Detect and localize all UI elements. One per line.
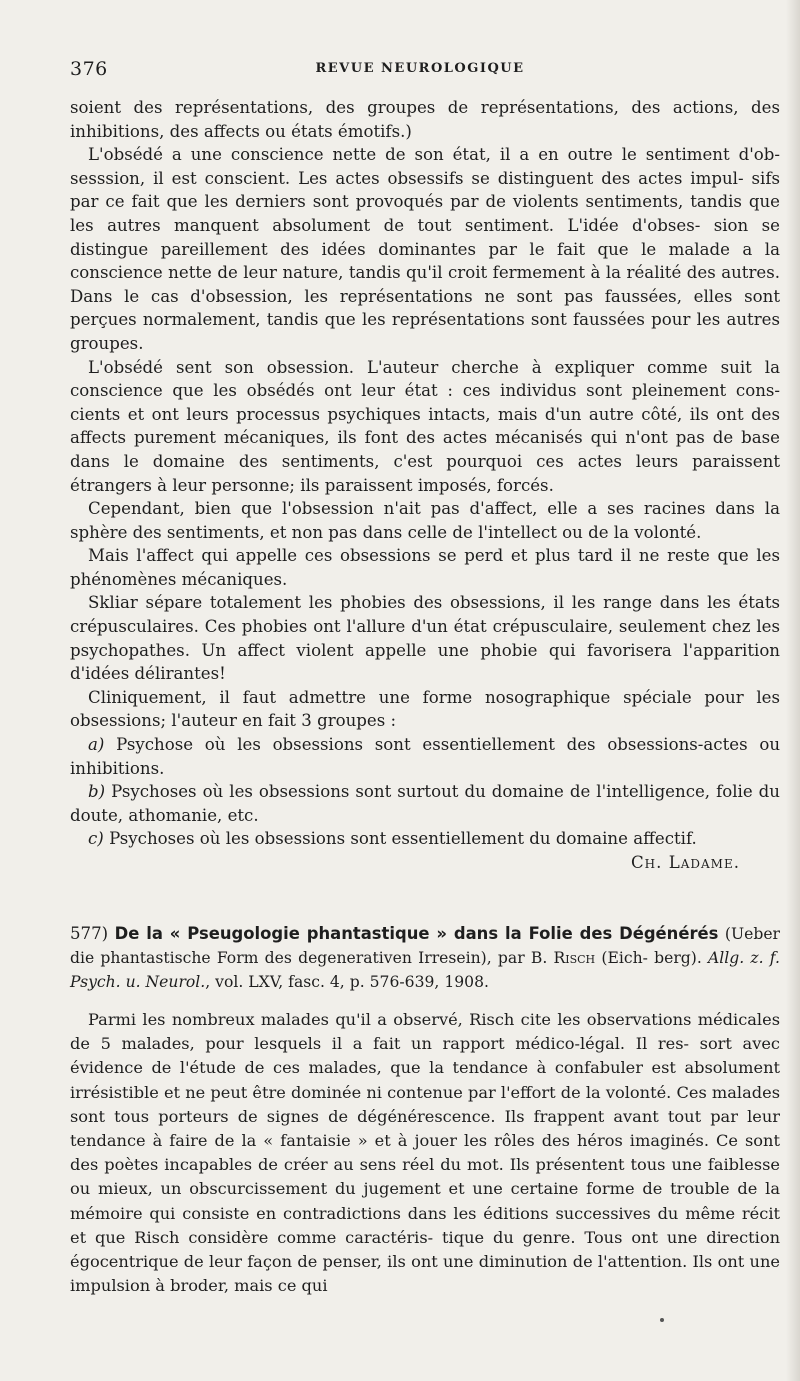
paragraph: Cependant, bien que l'obsession n'ait pas d'affect, elle a ses racines dans la sphère des sentiments, et non pas dans celle de l'intellect ou de la volonté. (70, 499, 780, 542)
list-item (70, 780, 780, 827)
ink-speck (660, 1318, 664, 1322)
page-edge-shadow (786, 0, 800, 1381)
paragraph: Cliniquement, il faut admettre une forme nosographique spéciale pour les obsessions; l'auteur en fait 3 groupes : (70, 687, 780, 731)
article-577 (70, 922, 780, 1298)
article-citation: , vol. LXV, fasc. 4, p. 576-639, 1908. (205, 973, 489, 991)
paragraph: L'obsédé sent son obsession. L'auteur cherche à expliquer comme suit la conscience que les obsédés ont leur état : ces individus sont pleinement cons- cients et ont leurs processus psychiques intacts, mais d'un autre côté, ils ont des affects purement mécaniques, ils font des actes mécanisés qui n'ont pas de base dans le domaine des sentiments, c'est pourquoi ces actes leurs paraissent étrangers à leur personne; ils paraissent imposés, forcés. (70, 357, 780, 495)
paragraph: Mais l'affect qui appelle ces obsessions se perd et plus tard il ne reste que les phénomènes mécaniques. (70, 546, 780, 589)
article-paragraph: Parmi les nombreux malades qu'il a observé, Risch cite les observations médicales de 5 malades, pour lesquels il a fait un rapport médico-légal. Il res- sort avec évidence de l'étude de ces malades, que la tendance à confabuler est absolument irrésistible et ne peut être dominée ni contenue par l'effort de la volonté. Ces malades sont tous porteurs de signes de dégénérescence. Ils frappent avant tout par leur tendance à faire de la « fantaisie » et à jouer les rôles des héros imaginés. Ce sont des poètes incapables de créer au sens réel du mot. Ils présentent tous une faiblesse ou mieux, un obscurcissement du jugement et une certaine forme de trouble de la mémoire qui consiste en contradictions dans les éditions successives du même récit et que Risch considère comme caractéris- tique du genre. Tous ont une direction égocentrique de leur façon de penser, ils ont une diminution de l'attention. Ils ont une impulsion à broder, mais ce qui (70, 1010, 780, 1296)
paragraph: Skliar sépare totalement les phobies des obsessions, il les range dans les états crépusculaires. Ces phobies ont l'allure d'un état crépusculaire, seulement chez les psychopathes. Un affect violent appelle une phobie qui favorisera l'apparition d'idées délirantes! (70, 593, 780, 684)
paragraph: L'obsédé a une conscience nette de son état, il a en outre le sentiment d'ob- sesssion, il est conscient. Les actes obsessifs se distinguent des actes impul- sifs par ce fait que les derniers sont provoqués par de violents sentiments, tandis que les autres manquent absolument de tout sentiment. L'idée d'obses- sion se distingue pareillement des idées dominantes par le fait que le malade a la conscience nette de leur nature, tandis qu'il croit fermement à la réalité des autres. Dans le cas d'obsession, les représentations ne sont pas faussées, elles sont perçues normalement, tandis que les représentations sont faussées pour les autres groupes. (70, 145, 780, 353)
author-signature: Ch. Ladame. (630, 853, 740, 872)
list-item-text: Psychoses où les obsessions sont essentiellement du domaine affectif. (109, 829, 697, 849)
list-marker: a) (88, 735, 105, 755)
review-continuation (70, 96, 780, 875)
article-title: De la « Pseugologie phantastique » dans la Folie des Dégénérés (114, 924, 719, 943)
article-author: B. Risch (530, 949, 596, 967)
article-number: 577) (70, 924, 109, 943)
article-body (70, 1008, 780, 1298)
list-marker: b) (88, 782, 106, 802)
list-item (70, 733, 780, 780)
paragraph: soient des représentations, des groupes de représentations, des actions, des inhibitions, des affects ou états émotifs.) (70, 98, 780, 141)
list-item-text: Psychose où les obsessions sont essentiellement des obsessions-actes ou inhibitions. (70, 735, 781, 778)
article-journal: Allg. z. f. Psych. u. Neurol. (70, 949, 780, 991)
list-marker: c) (88, 829, 104, 849)
article-heading (70, 922, 780, 994)
running-head: REVUE NEUROLOGIQUE (315, 61, 525, 76)
list-item-text: Psychoses où les obsessions sont surtout du domaine de l'intelligence, folie du doute, athomanie, etc. (70, 782, 780, 825)
page-header (70, 58, 770, 82)
page-number: 376 (70, 58, 108, 80)
article-subtitle: (Ueber die phantastische Form des degenerativen Irresein), par (70, 925, 781, 967)
article-place: (Eich- berg). (595, 949, 709, 967)
list-item (70, 827, 780, 851)
